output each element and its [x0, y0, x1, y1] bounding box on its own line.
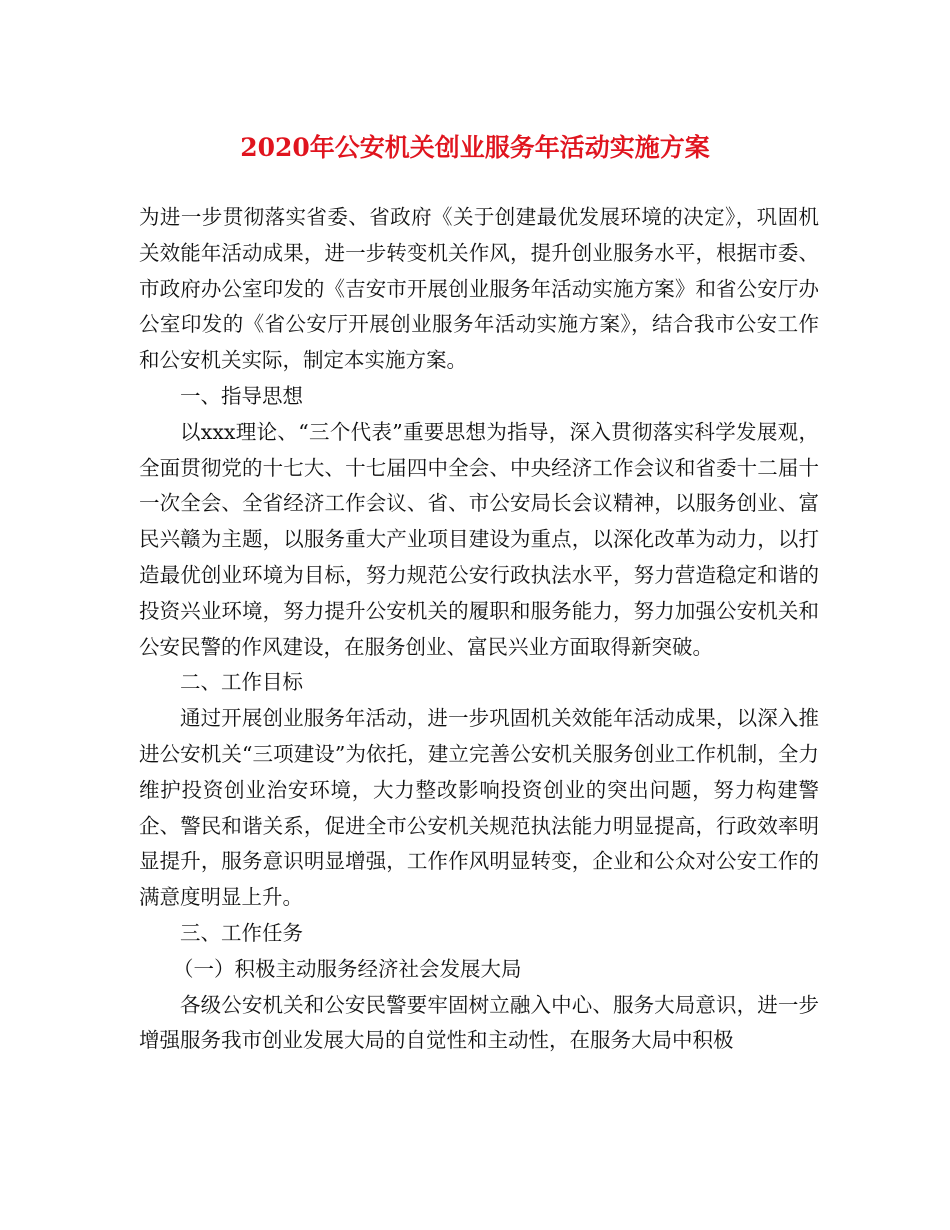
section2-heading: 二、工作目标	[180, 670, 303, 695]
section1-paragraph: 以xxx理论、“三个代表”重要思想为指导，深入贯彻落实科学发展观，全面贯彻党的十七大、十七届四中全会、中央经济工作会议和省委十二届十一次全会、全省经济工作会议、省、市公安局长会议精神，以服务创业、富民兴赣为主题，以服务重大产业项目建设为重点，以深化改革为动力，以打造最优创业环境为目标，努力规范公安行政执法水平，努力营造稳定和谐的投资兴业环境，努力提升公安机关的履职和服务能力，努力加强公安机关和公安民警的作风建设，在服务创业、富民兴业方面取得新突破。	[139, 419, 819, 659]
section3-subheading-1: （一）积极主动服务经济社会发展大局	[173, 956, 522, 981]
section1-heading: 一、指导思想	[180, 383, 303, 408]
document-title: 2020年公安机关创业服务年活动实施方案	[240, 133, 710, 162]
section3-heading: 三、工作任务	[180, 920, 303, 945]
section3-sub1-paragraph: 各级公安机关和公安民警要牢固树立融入中心、服务大局意识，进一步增强服务我市创业发展大局的自觉性和主动性，在服务大局中积极	[139, 992, 819, 1053]
intro-paragraph: 为进一步贯彻落实省委、省政府《关于创建最优发展环境的决定》，巩固机关效能年活动成果，进一步转变机关作风，提升创业服务水平，根据市委、市政府办公室印发的《吉安市开展创业服务年活动实施方案》和省公安厅办公室印发的《省公安厅开展创业服务年活动实施方案》，结合我市公安工作和公安机关实际，制定本实施方案。	[139, 205, 819, 373]
section2-paragraph: 通过开展创业服务年活动，进一步巩固机关效能年活动成果，以深入推进公安机关“三项建设”为依托，建立完善公安机关服务创业工作机制，全力维护投资创业治安环境，大力整改影响投资创业的突出问题，努力构建警企、警民和谐关系，促进全市公安机关规范执法能力明显提高，行政效率明显提升，服务意识明显增强，工作作风明显转变，企业和公众对公安工作的满意度明显上升。	[139, 706, 819, 910]
document-body	[139, 200, 819, 1059]
